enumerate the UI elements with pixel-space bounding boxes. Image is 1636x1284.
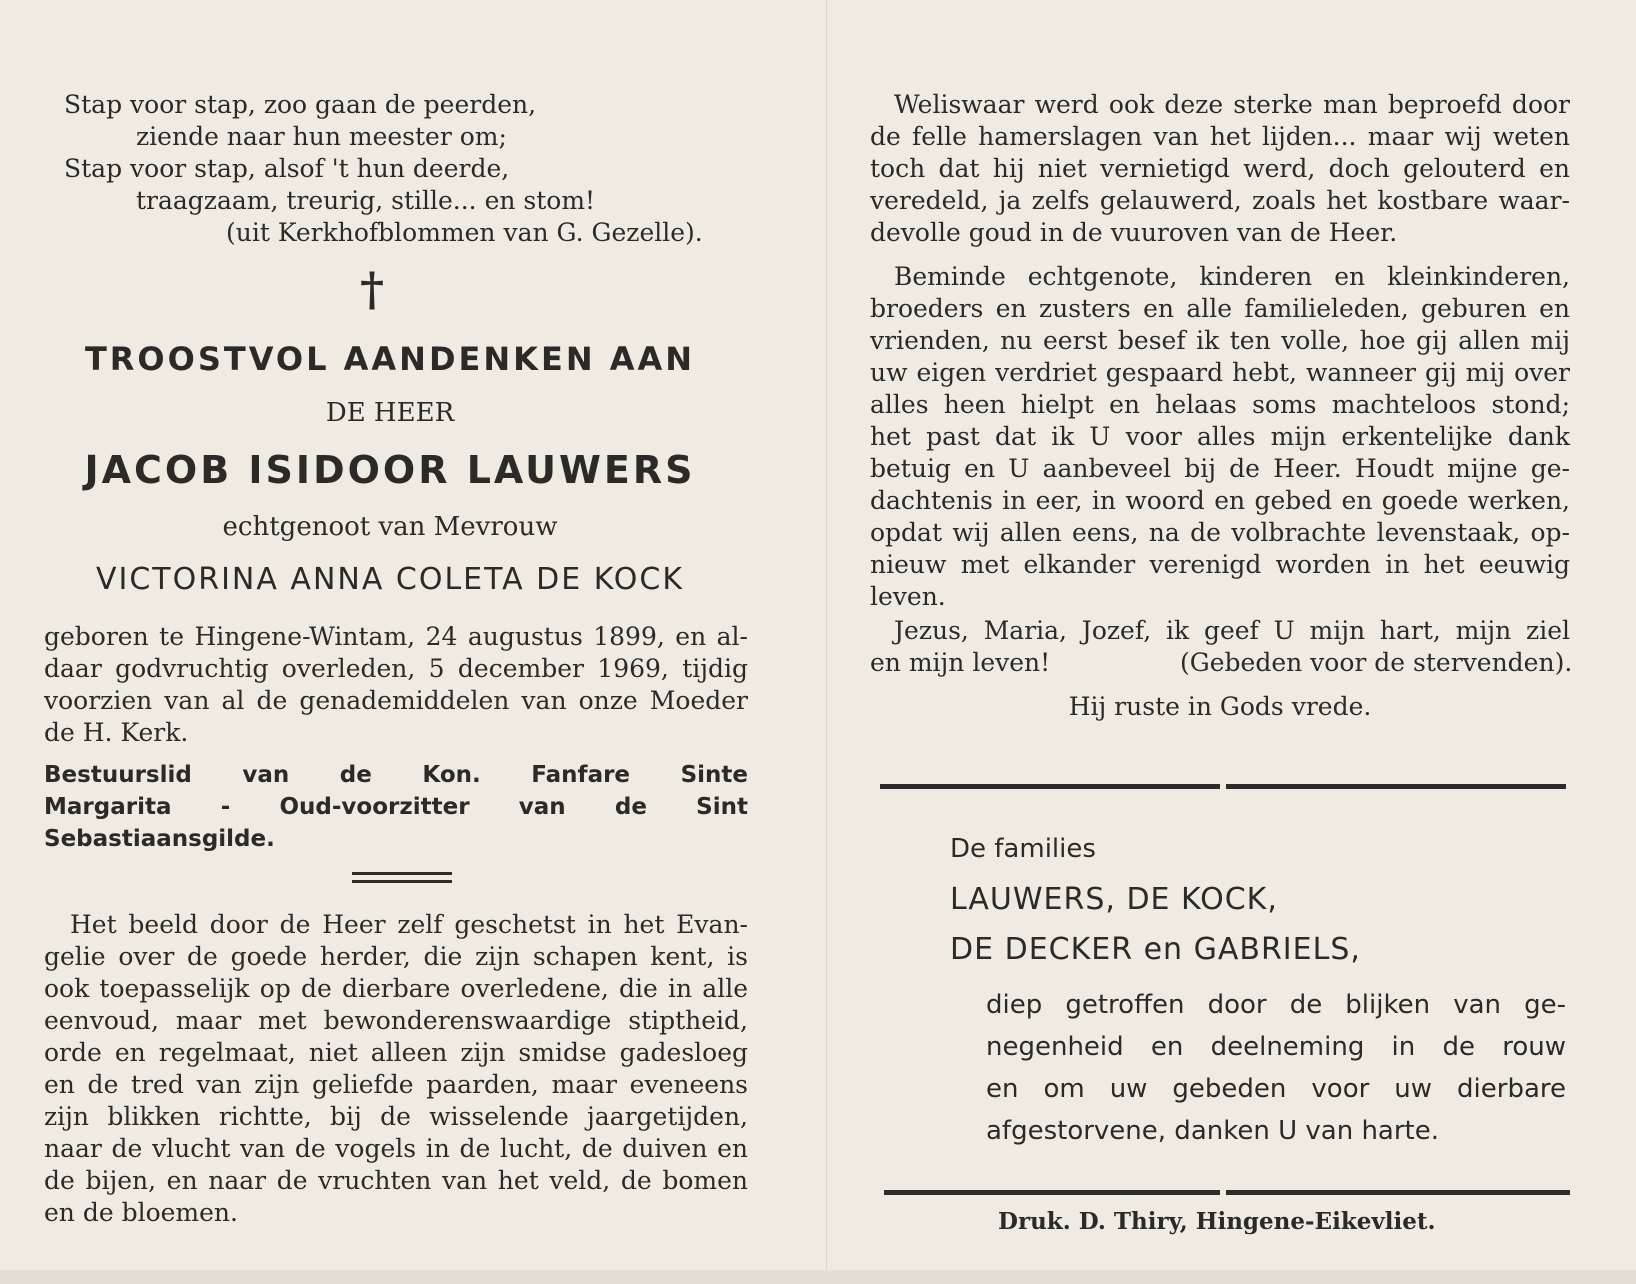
deceased-name: JACOB ISIDOOR LAUWERS	[84, 448, 696, 492]
thanks-line: negenheid en deelneming in de rouw	[986, 1032, 1566, 1062]
tribute-line: gelie over de goede herder, die zijn schapen kent, is	[44, 942, 748, 971]
left-panel	[40, 0, 760, 1270]
separator-rule	[1226, 1190, 1570, 1195]
thanks-line: afgestorvene, danken U van harte.	[986, 1116, 1440, 1146]
tribute-line: zijn blikken richtte, bij de wisselende jaargetijden,	[44, 1102, 748, 1131]
paragraph-line: veredeld, ja zelfs gelauwerd, zoals het kostbare waar-	[870, 186, 1570, 215]
roles-line: Bestuurslid van de Kon. Fanfare Sinte	[44, 762, 748, 788]
tribute-line: en de tred van zijn geliefde paarden, maar eveneens	[44, 1070, 748, 1099]
paragraph-line: uw eigen verdriet gespaard hebt, wanneer gij mij over	[870, 358, 1570, 387]
poem-line: ziende naar hun meester om;	[136, 122, 507, 151]
poem-line: traagzaam, treurig, stille... en stom!	[136, 186, 596, 215]
paragraph-line: toch dat hij niet vernietigd werd, doch gelouterd en	[870, 154, 1570, 183]
title-line: DE HEER	[325, 398, 455, 428]
paragraph-line: betuig en U aanbeveel bij de Heer. Houdt mijne ge-	[870, 454, 1570, 483]
paragraph-line: Weliswaar werd ook deze sterke man beproefd door	[894, 90, 1570, 119]
separator-rule	[352, 872, 452, 875]
prayer-source: (Gebeden voor de stervenden).	[1180, 648, 1573, 677]
paragraph-line: Beminde echtgenote, kinderen en kleinkinderen,	[894, 262, 1570, 291]
poem-line: Stap voor stap, alsof 't hun deerde,	[64, 154, 510, 183]
paragraph-line: vrienden, nu eerst besef ik ten volle, hoe gij allen mij	[870, 326, 1570, 355]
paragraph-line: opdat wij allen eens, na de volbrachte levenstaak, op-	[870, 518, 1570, 547]
thanks-line: diep getroffen door de blijken van ge-	[986, 990, 1566, 1020]
tribute-line: Het beeld door de Heer zelf geschetst in het Evan-	[70, 910, 748, 939]
separator-rule	[1226, 784, 1566, 789]
fold-line	[826, 0, 827, 1284]
tribute-line: orde en regelmaat, niet alleen zijn smidse gadesloeg	[44, 1038, 748, 1067]
cross-icon: †	[360, 262, 385, 316]
poem-line: Stap voor stap, zoo gaan de peerden,	[64, 90, 537, 119]
tribute-line: naar de vlucht van de vogels in de lucht, de duiven en	[44, 1134, 748, 1163]
bio-line: geboren te Hingene-Wintam, 24 augustus 1899, en al-	[44, 622, 748, 651]
paragraph-line: leven.	[870, 582, 946, 611]
paragraph-line: het past dat ik U voor alles mijn erkentelijke dank	[870, 422, 1570, 451]
printer-credit: Druk. D. Thiry, Hingene-Eikevliet.	[998, 1208, 1436, 1235]
tribute-line: ook toepasselijk op de dierbare overledene, die in alle	[44, 974, 748, 1003]
bio-line: daar godvruchtig overleden, 5 december 1969, tijdig	[44, 654, 748, 683]
paragraph-line: devolle goud in de vuuroven van de Heer.	[870, 218, 1398, 247]
spouse-name: VICTORINA ANNA COLETA DE KOCK	[95, 562, 685, 597]
family-names: DE DECKER en GABRIELS,	[950, 932, 1361, 967]
tribute-line: de bijen, en naar de vruchten van het veld, de bomen	[44, 1166, 748, 1195]
tribute-line: eenvoud, maar met bewonderenswaardige stiptheid,	[44, 1006, 748, 1035]
roles-line: Margarita - Oud-voorzitter van de Sint	[44, 794, 748, 820]
spouse-label: echtgenoot van Mevrouw	[222, 512, 558, 542]
paragraph-line: de felle hamerslagen van het lijden... maar wij weten	[870, 122, 1570, 151]
roles-line: Sebastiaansgilde.	[44, 826, 275, 852]
prayer-line: Jezus, Maria, Jozef, ik geef U mijn hart, mijn ziel	[894, 616, 1570, 645]
paragraph-line: dachtenis in eer, in woord en gebed en goede werken,	[870, 486, 1570, 515]
bio-line: voorzien van al de genademiddelen van onze Moeder	[44, 686, 748, 715]
paragraph-line: broeders en zusters en alle familieleden, geburen en	[870, 294, 1570, 323]
family-names: LAUWERS, DE KOCK,	[950, 882, 1278, 917]
tribute-line: en de bloemen.	[44, 1198, 238, 1227]
bio-line: de H. Kerk.	[44, 718, 189, 747]
family-intro: De families	[950, 834, 1096, 864]
poem-source: (uit Kerkhofblommen van G. Gezelle).	[226, 218, 703, 247]
separator-rule	[884, 1190, 1220, 1195]
prayer-line: en mijn leven!	[870, 648, 1051, 677]
right-panel	[870, 0, 1580, 1270]
separator-rule	[880, 784, 1220, 789]
card-edge	[0, 1270, 1636, 1284]
memorial-heading: TROOSTVOL AANDENKEN AAN	[84, 340, 696, 378]
paragraph-line: nieuw met elkander verenigd worden in het eeuwig	[870, 550, 1570, 579]
closing-line: Hij ruste in Gods vrede.	[1068, 692, 1372, 721]
paragraph-line: alles heen hielpt en helaas soms machteloos stond;	[870, 390, 1570, 419]
separator-rule	[352, 880, 452, 883]
thanks-line: en om uw gebeden voor uw dierbare	[986, 1074, 1566, 1104]
